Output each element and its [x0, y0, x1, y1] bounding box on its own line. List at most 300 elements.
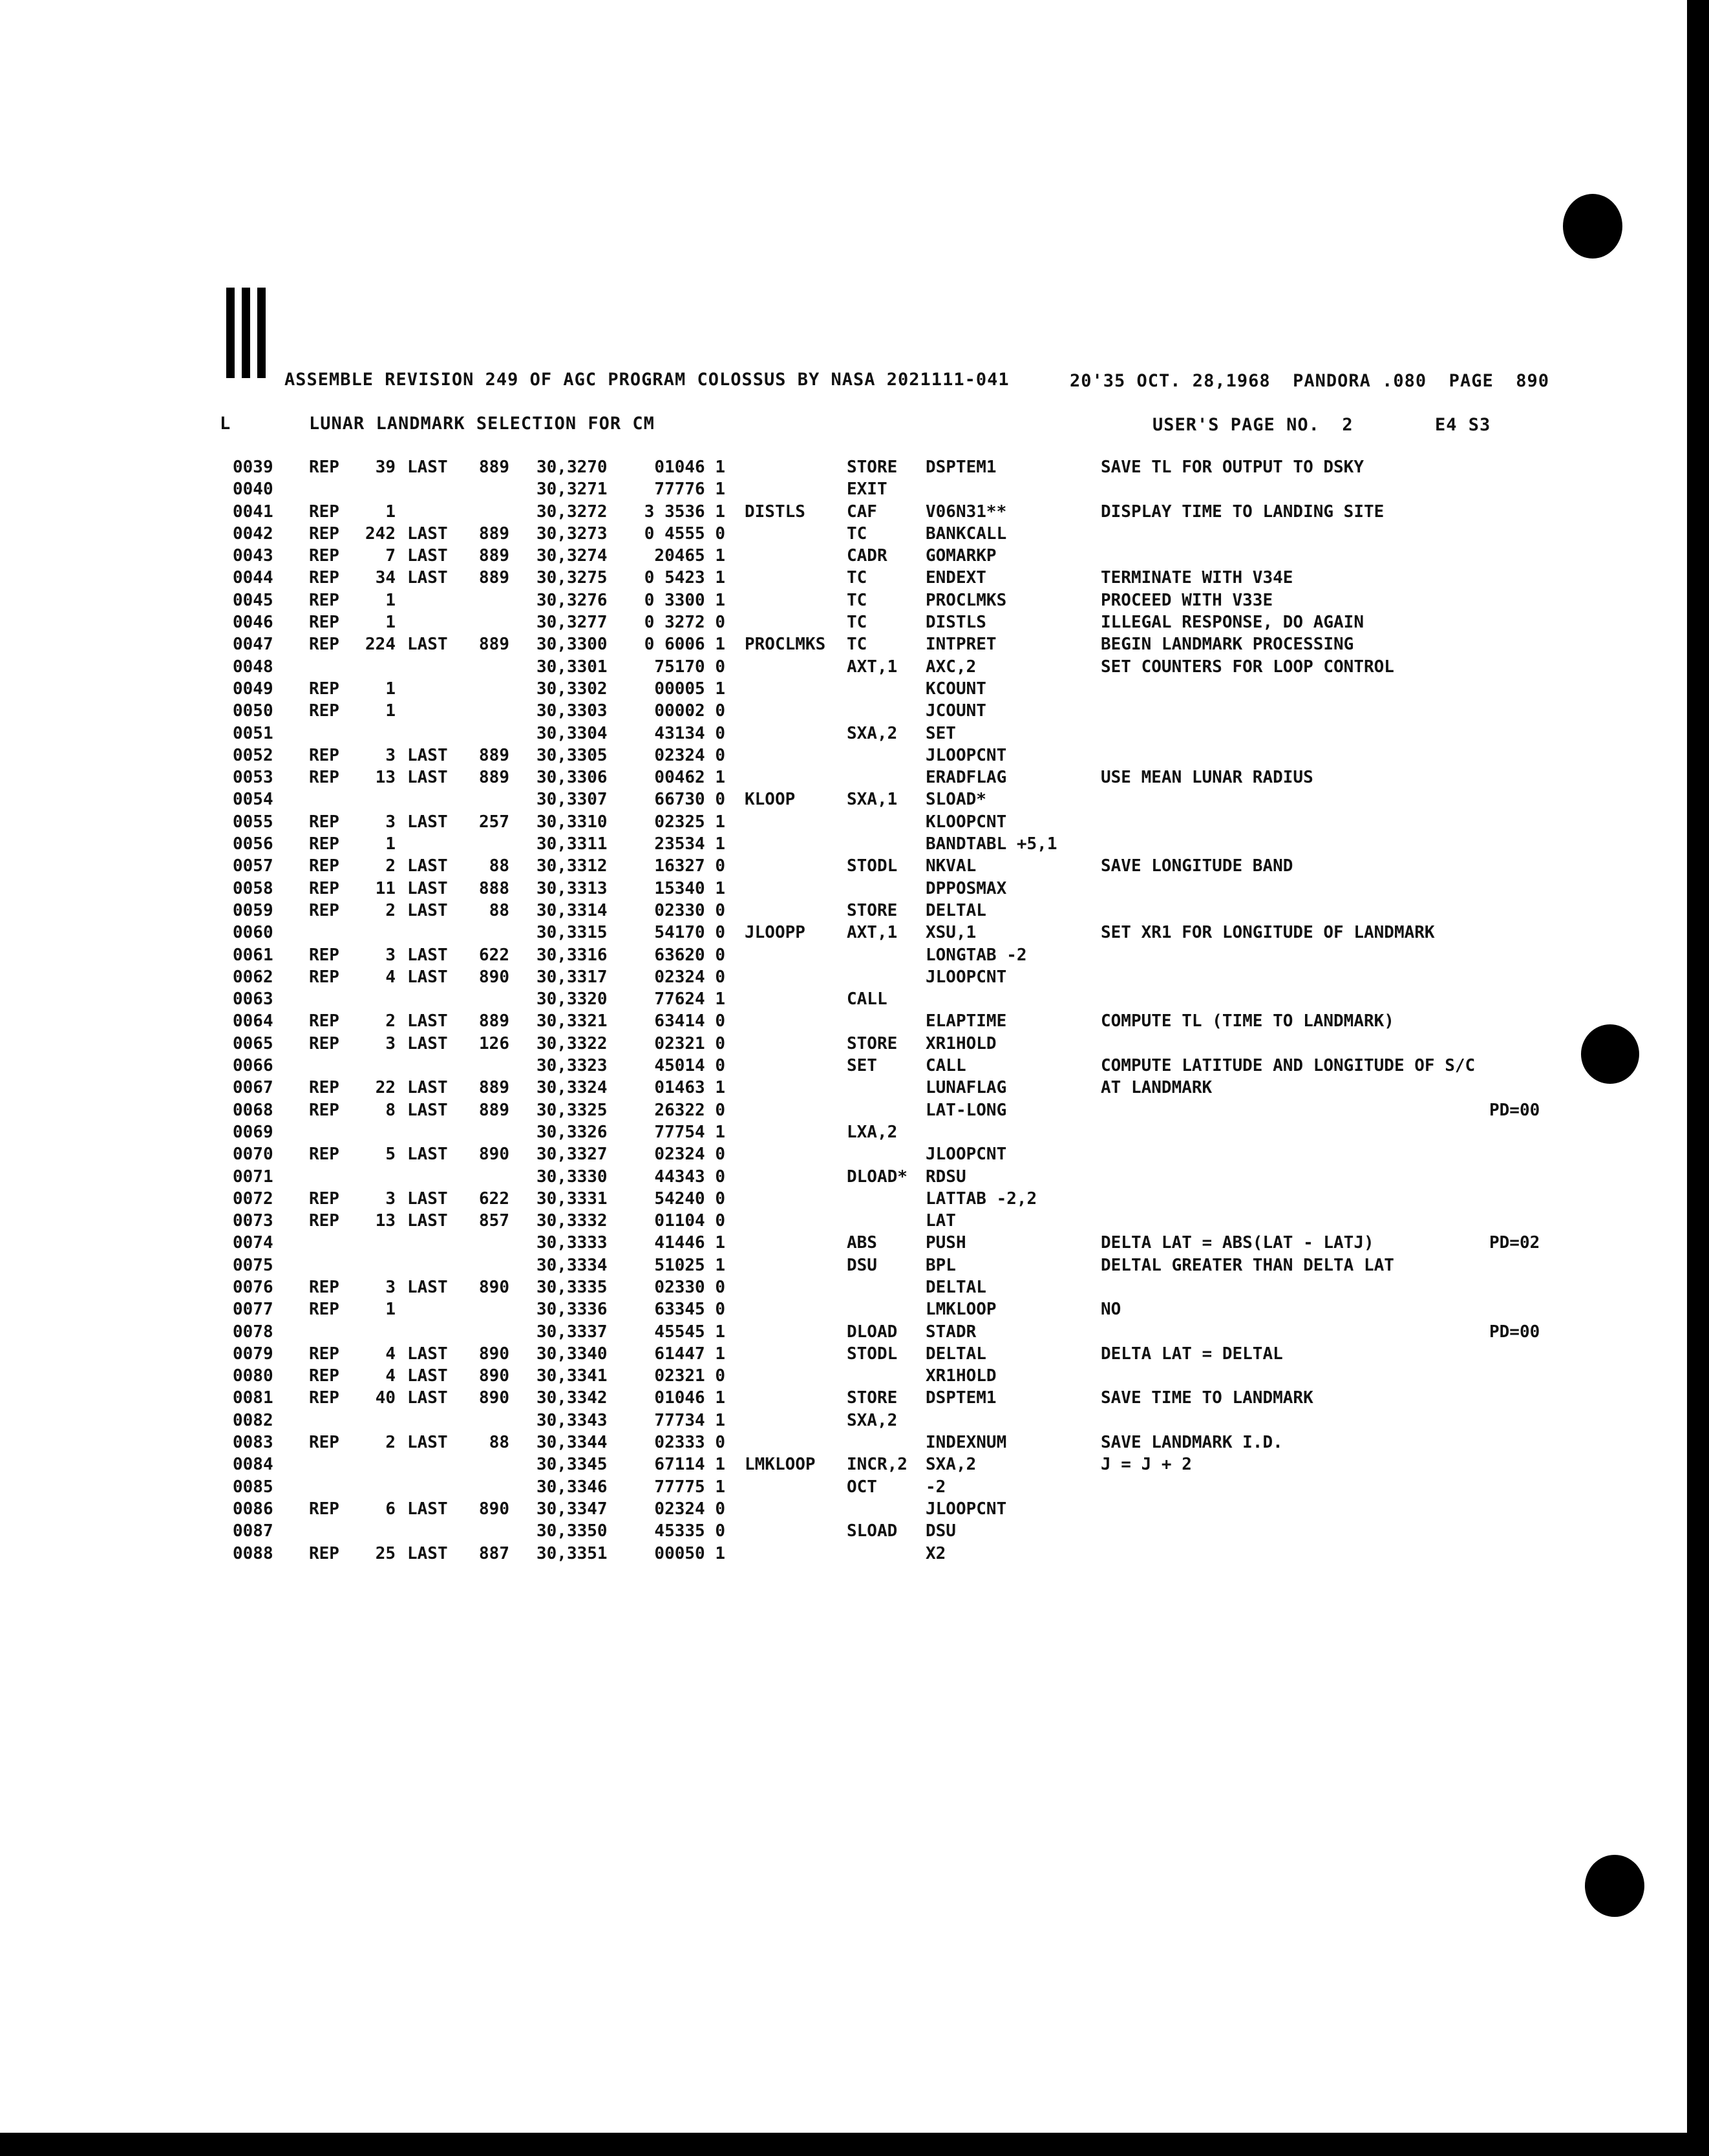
cell-line: 0074: [233, 1233, 273, 1253]
cell-line: 0057: [233, 856, 273, 876]
cell-addr: 30,3273: [536, 523, 608, 544]
cell-oct: 01463 1: [654, 1078, 725, 1098]
cell-arg: GOMARKP: [926, 546, 997, 566]
cell-last: LAST: [407, 1211, 448, 1231]
cell-num: 4: [385, 1344, 396, 1364]
listing-row: [0, 768, 1709, 790]
cell-num: 4: [385, 1366, 396, 1386]
cell-num: 3: [385, 1189, 396, 1209]
cell-lnum: 622: [479, 1189, 509, 1209]
cell-addr: 30,3307: [536, 790, 608, 810]
cell-num: 22: [375, 1078, 396, 1098]
listing-row: [0, 1101, 1709, 1123]
cell-line: 0081: [233, 1388, 273, 1408]
listing-row: [0, 1300, 1709, 1322]
cell-oct: 45335 0: [654, 1521, 725, 1541]
cell-arg: DELTAL: [926, 1344, 986, 1364]
cell-comment: COMPUTE TL (TIME TO LANDMARK): [1101, 1011, 1394, 1031]
listing-row: [0, 591, 1709, 613]
cell-addr: 30,3306: [536, 768, 608, 788]
cell-label: KLOOP: [745, 790, 796, 810]
cell-lnum: 889: [479, 568, 509, 588]
cell-rep: REP: [309, 945, 339, 965]
cell-op: TC: [847, 635, 867, 655]
listing-row: [0, 1189, 1709, 1211]
cell-addr: 30,3320: [536, 989, 608, 1009]
cell-arg: DPPOSMAX: [926, 878, 1007, 898]
cell-arg: SXA,2: [926, 1455, 977, 1475]
cell-oct: 77754 1: [654, 1122, 725, 1142]
cell-line: 0058: [233, 878, 273, 898]
cell-oct: 0 5423 1: [644, 568, 725, 588]
cell-rep: REP: [309, 856, 339, 876]
cell-rep: REP: [309, 812, 339, 832]
cell-last: LAST: [407, 523, 448, 544]
cell-comment: PROCEED WITH V33E: [1101, 590, 1273, 610]
listing-row: [0, 657, 1709, 679]
cell-oct: 02333 0: [654, 1433, 725, 1453]
cell-addr: 30,3312: [536, 856, 608, 876]
cell-line: 0068: [233, 1100, 273, 1120]
cell-last: LAST: [407, 546, 448, 566]
cell-rep: REP: [309, 745, 339, 765]
cell-lnum: 890: [479, 1145, 509, 1165]
cell-op: OCT: [847, 1477, 877, 1497]
cell-rep: REP: [309, 568, 339, 588]
cell-arg: PROCLMKS: [926, 590, 1007, 610]
cell-addr: 30,3302: [536, 679, 608, 699]
cell-addr: 30,3275: [536, 568, 608, 588]
cell-lnum: 88: [489, 900, 509, 920]
cell-line: 0050: [233, 701, 273, 721]
cell-line: 0040: [233, 480, 273, 500]
cell-num: 3: [385, 945, 396, 965]
cell-op: TC: [847, 590, 867, 610]
cell-addr: 30,3345: [536, 1455, 608, 1475]
cell-rep: REP: [309, 701, 339, 721]
listing-row: [0, 1477, 1709, 1499]
cell-line: 0054: [233, 790, 273, 810]
cell-rep: REP: [309, 1078, 339, 1098]
cell-line: 0052: [233, 745, 273, 765]
cell-addr: 30,3304: [536, 723, 608, 743]
cell-addr: 30,3321: [536, 1011, 608, 1031]
cell-lnum: 88: [489, 1433, 509, 1453]
listing-row: [0, 1011, 1709, 1033]
cell-comment: SAVE LANDMARK I.D.: [1101, 1433, 1283, 1453]
listing-row: [0, 568, 1709, 590]
cell-oct: 02330 0: [654, 900, 725, 920]
cell-num: 1: [385, 1300, 396, 1320]
cell-num: 34: [375, 568, 396, 588]
cell-line: 0044: [233, 568, 273, 588]
cell-lnum: 257: [479, 812, 509, 832]
listing-row: [0, 1034, 1709, 1056]
cell-rep: REP: [309, 1366, 339, 1386]
cell-num: 3: [385, 1277, 396, 1297]
cell-addr: 30,3336: [536, 1300, 608, 1320]
cell-line: 0075: [233, 1255, 273, 1275]
cell-line: 0056: [233, 834, 273, 854]
cell-addr: 30,3346: [536, 1477, 608, 1497]
cell-addr: 30,3323: [536, 1056, 608, 1076]
cell-op: SET: [847, 1056, 877, 1076]
cell-line: 0070: [233, 1145, 273, 1165]
cell-addr: 30,3315: [536, 923, 608, 943]
cell-oct: 02324 0: [654, 745, 725, 765]
cell-addr: 30,3310: [536, 812, 608, 832]
cell-rep: REP: [309, 834, 339, 854]
cell-comment: ILLEGAL RESPONSE, DO AGAIN: [1101, 613, 1364, 633]
cell-rep: REP: [309, 546, 339, 566]
cell-num: 5: [385, 1145, 396, 1165]
cell-op: CADR: [847, 546, 887, 566]
cell-op: STODL: [847, 856, 898, 876]
cell-num: 2: [385, 1011, 396, 1031]
cell-oct: 0 4555 0: [644, 523, 725, 544]
cell-lnum: 889: [479, 745, 509, 765]
cell-op: DLOAD: [847, 1322, 898, 1342]
cell-op: SXA,1: [847, 790, 898, 810]
cell-line: 0069: [233, 1122, 273, 1142]
listing-table: [0, 458, 1709, 1566]
cell-oct: 00005 1: [654, 679, 725, 699]
cell-num: 39: [375, 458, 396, 477]
listing-row: [0, 524, 1709, 546]
cell-num: 13: [375, 1211, 396, 1231]
cell-oct: 63620 0: [654, 945, 725, 965]
cell-comment: SAVE LONGITUDE BAND: [1101, 856, 1293, 876]
cell-comment: NO: [1101, 1300, 1121, 1320]
cell-addr: 30,3341: [536, 1366, 608, 1386]
cell-line: 0049: [233, 679, 273, 699]
cell-rep: REP: [309, 878, 339, 898]
header-section-title: LUNAR LANDMARK SELECTION FOR CM: [309, 414, 655, 434]
cell-op: TC: [847, 568, 867, 588]
cell-addr: 30,3340: [536, 1344, 608, 1364]
cell-arg: LATTAB -2,2: [926, 1189, 1037, 1209]
cell-arg: AXC,2: [926, 657, 977, 677]
cell-oct: 02330 0: [654, 1277, 725, 1297]
cell-comment: SET COUNTERS FOR LOOP CONTROL: [1101, 657, 1394, 677]
cell-addr: 30,3274: [536, 546, 608, 566]
cell-rep: REP: [309, 768, 339, 788]
cell-num: 224: [365, 635, 396, 655]
cell-oct: 63345 0: [654, 1300, 725, 1320]
listing-row: [0, 613, 1709, 635]
cell-oct: 0 3300 1: [644, 590, 725, 610]
cell-label: PROCLMKS: [745, 635, 826, 655]
cell-addr: 30,3334: [536, 1255, 608, 1275]
cell-addr: 30,3343: [536, 1410, 608, 1430]
listing-row: [0, 1544, 1709, 1566]
cell-lnum: 887: [479, 1543, 509, 1563]
cell-last: LAST: [407, 745, 448, 765]
cell-pd: PD=00: [1489, 1322, 1540, 1342]
cell-oct: 23534 1: [654, 834, 725, 854]
listing-row: [0, 901, 1709, 923]
cell-line: 0062: [233, 967, 273, 987]
cell-oct: 63414 0: [654, 1011, 725, 1031]
header-code: E4 S3: [1435, 415, 1491, 435]
cell-rep: REP: [309, 1145, 339, 1165]
cell-oct: 43134 0: [654, 723, 725, 743]
cell-arg: ELAPTIME: [926, 1011, 1007, 1031]
cell-lnum: 889: [479, 1100, 509, 1120]
cell-pd: PD=00: [1489, 1100, 1540, 1120]
cell-oct: 0 6006 1: [644, 635, 725, 655]
cell-op: TC: [847, 523, 867, 544]
cell-arg: SLOAD*: [926, 790, 986, 810]
cell-arg: X2: [926, 1543, 946, 1563]
listing-row: [0, 746, 1709, 768]
listing-row: [0, 989, 1709, 1011]
cell-num: 3: [385, 745, 396, 765]
cell-comment: COMPUTE LATITUDE AND LONGITUDE OF S/C: [1101, 1056, 1476, 1076]
cell-rep: REP: [309, 458, 339, 477]
cell-arg: DELTAL: [926, 1277, 986, 1297]
cell-rep: REP: [309, 502, 339, 522]
cell-lnum: 890: [479, 1277, 509, 1297]
cell-lnum: 889: [479, 523, 509, 544]
cell-addr: 30,3337: [536, 1322, 608, 1342]
cell-arg: LMKLOOP: [926, 1300, 997, 1320]
cell-line: 0071: [233, 1167, 273, 1187]
cell-line: 0055: [233, 812, 273, 832]
cell-rep: REP: [309, 1344, 339, 1364]
cell-comment: DELTA LAT = ABS(LAT - LATJ): [1101, 1233, 1374, 1253]
cell-arg: DELTAL: [926, 900, 986, 920]
listing-row: [0, 1499, 1709, 1521]
cell-line: 0087: [233, 1521, 273, 1541]
cell-line: 0086: [233, 1499, 273, 1519]
cell-lnum: 890: [479, 1388, 509, 1408]
cell-op: EXIT: [847, 480, 887, 500]
cell-addr: 30,3322: [536, 1033, 608, 1053]
cell-oct: 61447 1: [654, 1344, 725, 1364]
cell-addr: 30,3333: [536, 1233, 608, 1253]
cell-lnum: 622: [479, 945, 509, 965]
cell-lnum: 890: [479, 1344, 509, 1364]
cell-addr: 30,3327: [536, 1145, 608, 1165]
cell-line: 0079: [233, 1344, 273, 1364]
cell-op: AXT,1: [847, 923, 898, 943]
cell-oct: 01104 0: [654, 1211, 725, 1231]
cell-arg: -2: [926, 1477, 946, 1497]
cell-label: JLOOPP: [745, 923, 805, 943]
cell-lnum: 889: [479, 546, 509, 566]
cell-num: 25: [375, 1543, 396, 1563]
cell-last: LAST: [407, 812, 448, 832]
cell-comment: SAVE TL FOR OUTPUT TO DSKY: [1101, 458, 1364, 477]
listing-row: [0, 1521, 1709, 1543]
cell-rep: REP: [309, 1433, 339, 1453]
cell-num: 2: [385, 1433, 396, 1453]
cell-arg: INDEXNUM: [926, 1433, 1007, 1453]
cell-arg: DSPTEM1: [926, 458, 997, 477]
listing-row: [0, 1322, 1709, 1344]
cell-line: 0085: [233, 1477, 273, 1497]
cell-last: LAST: [407, 878, 448, 898]
cell-rep: REP: [309, 1300, 339, 1320]
listing-row: [0, 480, 1709, 502]
cell-arg: ERADFLAG: [926, 768, 1007, 788]
cell-oct: 00050 1: [654, 1543, 725, 1563]
binder-hole-top: [1563, 194, 1622, 259]
listing-row: [0, 1078, 1709, 1100]
header-user-page: USER'S PAGE NO. 2: [1152, 415, 1353, 435]
cell-oct: 00002 0: [654, 701, 725, 721]
cell-addr: 30,3331: [536, 1189, 608, 1209]
cell-num: 8: [385, 1100, 396, 1120]
cell-num: 4: [385, 967, 396, 987]
cell-oct: 54240 0: [654, 1189, 725, 1209]
cell-last: LAST: [407, 568, 448, 588]
cell-num: 7: [385, 546, 396, 566]
cell-num: 1: [385, 613, 396, 633]
cell-comment: J = J + 2: [1101, 1455, 1192, 1475]
cell-arg: LAT-LONG: [926, 1100, 1007, 1120]
cell-last: LAST: [407, 1388, 448, 1408]
cell-rep: REP: [309, 1388, 339, 1408]
cell-lnum: 88: [489, 856, 509, 876]
listing-row: [0, 635, 1709, 657]
cell-lnum: 889: [479, 635, 509, 655]
cell-rep: REP: [309, 900, 339, 920]
listing-row: [0, 1233, 1709, 1255]
cell-line: 0065: [233, 1033, 273, 1053]
cell-last: LAST: [407, 1344, 448, 1364]
cell-num: 3: [385, 812, 396, 832]
cell-arg: V06N31**: [926, 502, 1007, 522]
cell-addr: 30,3316: [536, 945, 608, 965]
cell-num: 242: [365, 523, 396, 544]
cell-line: 0064: [233, 1011, 273, 1031]
listing-row: [0, 812, 1709, 834]
listing-row: [0, 1256, 1709, 1278]
cell-num: 3: [385, 1033, 396, 1053]
cell-arg: XR1HOLD: [926, 1366, 997, 1386]
cell-op: INCR,2: [847, 1455, 908, 1475]
cell-oct: 44343 0: [654, 1167, 725, 1187]
cell-line: 0072: [233, 1189, 273, 1209]
cell-line: 0041: [233, 502, 273, 522]
listing-row: [0, 923, 1709, 945]
cell-comment: DISPLAY TIME TO LANDING SITE: [1101, 502, 1385, 522]
cell-oct: 00462 1: [654, 768, 725, 788]
cell-line: 0073: [233, 1211, 273, 1231]
cell-line: 0083: [233, 1433, 273, 1453]
cell-op: SLOAD: [847, 1521, 898, 1541]
cell-rep: REP: [309, 1277, 339, 1297]
cell-line: 0046: [233, 613, 273, 633]
cell-arg: XR1HOLD: [926, 1033, 997, 1053]
cell-rep: REP: [309, 635, 339, 655]
cell-lnum: 888: [479, 878, 509, 898]
cell-addr: 30,3324: [536, 1078, 608, 1098]
listing-row: [0, 790, 1709, 812]
listing-row: [0, 1366, 1709, 1388]
cell-arg: SET: [926, 723, 956, 743]
cell-last: LAST: [407, 1100, 448, 1120]
cell-op: CAF: [847, 502, 877, 522]
cell-num: 1: [385, 590, 396, 610]
listing-row: [0, 679, 1709, 701]
cell-line: 0047: [233, 635, 273, 655]
cell-last: LAST: [407, 1189, 448, 1209]
cell-line: 0059: [233, 900, 273, 920]
cell-line: 0051: [233, 723, 273, 743]
cell-last: LAST: [407, 768, 448, 788]
cell-arg: BPL: [926, 1255, 956, 1275]
cell-arg: JLOOPCNT: [926, 967, 1007, 987]
cell-addr: 30,3330: [536, 1167, 608, 1187]
cell-num: 2: [385, 900, 396, 920]
cell-line: 0082: [233, 1410, 273, 1430]
cell-arg: BANKCALL: [926, 523, 1007, 544]
cell-oct: 45545 1: [654, 1322, 725, 1342]
cell-addr: 30,3311: [536, 834, 608, 854]
listing-row: [0, 834, 1709, 856]
cell-oct: 77734 1: [654, 1410, 725, 1430]
cell-arg: KCOUNT: [926, 679, 986, 699]
cell-oct: 20465 1: [654, 546, 725, 566]
cell-addr: 30,3342: [536, 1388, 608, 1408]
cell-oct: 02324 0: [654, 1499, 725, 1519]
cell-comment: DELTAL GREATER THAN DELTA LAT: [1101, 1255, 1394, 1275]
cell-lnum: 889: [479, 1078, 509, 1098]
cell-last: LAST: [407, 1433, 448, 1453]
cell-op: AXT,1: [847, 657, 898, 677]
cell-line: 0048: [233, 657, 273, 677]
cell-addr: 30,3276: [536, 590, 608, 610]
cell-oct: 02321 0: [654, 1033, 725, 1053]
cell-oct: 77776 1: [654, 480, 725, 500]
cell-line: 0043: [233, 546, 273, 566]
cell-last: LAST: [407, 967, 448, 987]
cell-oct: 75170 0: [654, 657, 725, 677]
cell-num: 11: [375, 878, 396, 898]
cell-arg: JLOOPCNT: [926, 745, 1007, 765]
listing-row: [0, 946, 1709, 967]
cell-rep: REP: [309, 967, 339, 987]
cell-line: 0078: [233, 1322, 273, 1342]
cell-oct: 26322 0: [654, 1100, 725, 1120]
cell-lnum: 889: [479, 458, 509, 477]
cell-lnum: 889: [479, 768, 509, 788]
listing-row: [0, 1344, 1709, 1366]
cell-comment: SET XR1 FOR LONGITUDE OF LANDMARK: [1101, 923, 1435, 943]
cell-oct: 02324 0: [654, 1145, 725, 1165]
binder-hole-bottom: [1585, 1855, 1644, 1917]
cell-addr: 30,3314: [536, 900, 608, 920]
cell-pd: PD=02: [1489, 1233, 1540, 1253]
header-date-page: 20'35 OCT. 28,1968 PANDORA .080 PAGE 890: [1070, 371, 1549, 391]
cell-last: LAST: [407, 1078, 448, 1098]
cell-addr: 30,3317: [536, 967, 608, 987]
listing-row: [0, 1167, 1709, 1189]
cell-comment: SAVE TIME TO LANDMARK: [1101, 1388, 1313, 1408]
cell-addr: 30,3303: [536, 701, 608, 721]
listing-row: [0, 701, 1709, 723]
cell-oct: 02325 1: [654, 812, 725, 832]
cell-lnum: 126: [479, 1033, 509, 1053]
cell-op: TC: [847, 613, 867, 633]
cell-last: LAST: [407, 1499, 448, 1519]
cell-arg: PUSH: [926, 1233, 966, 1253]
cell-line: 0080: [233, 1366, 273, 1386]
cell-last: LAST: [407, 1366, 448, 1386]
